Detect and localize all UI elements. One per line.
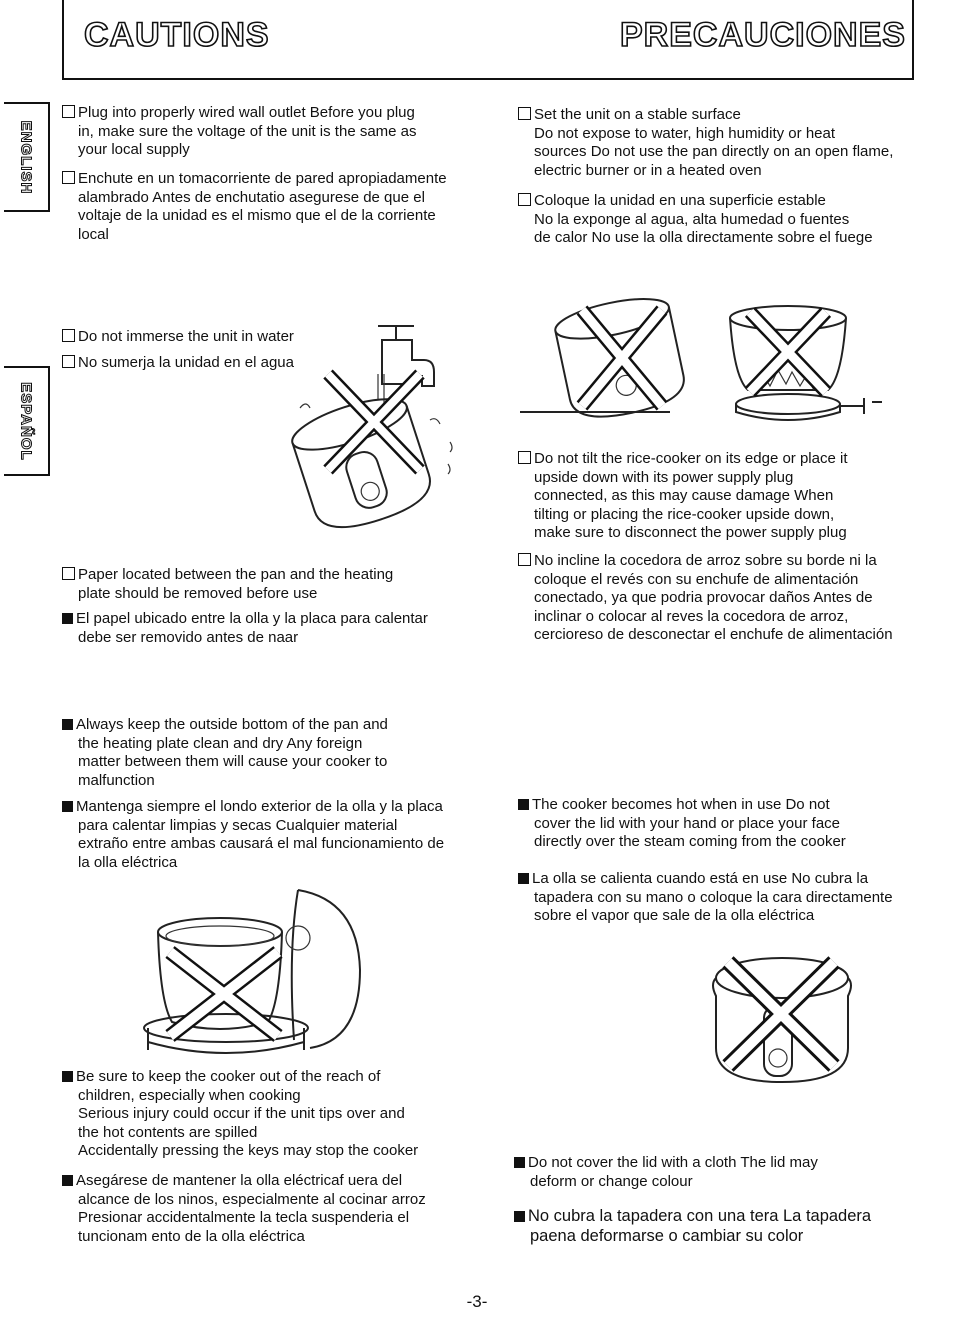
caution-cloth-en: Do not cover the lid with a cloth The lid may deform or change colour <box>514 1154 818 1191</box>
bullet-icon <box>62 801 73 812</box>
checkbox-icon <box>518 451 531 464</box>
tab-espanol <box>4 366 50 476</box>
caution-hot-es: La olla se calienta cuando está en use No cubra la tapadera con su mano o coloque la cara directamente sobre el vapor que sale de la olla eléctrica <box>518 870 893 926</box>
checkbox-icon <box>518 193 531 206</box>
bullet-icon <box>62 1071 73 1082</box>
caution-immerse-en: Do not immerse the unit in water <box>62 328 294 347</box>
bullet-icon <box>514 1157 525 1168</box>
caution-children-en: Be sure to keep the cooker out of the reach of children, especially when cooking Serious injury could occur if the unit tips over and the hot contents are spilled Accidentally pressing the keys may stop the cooker <box>62 1068 418 1161</box>
page-number: -3- <box>466 1292 488 1311</box>
bullet-icon <box>518 873 529 884</box>
caution-tilt-en: Do not tilt the rice-cooker on its edge or place it upside down with its power supply plug connected, as this may cause damage When tilting or placing the rice-cooker upside down, make sure to disconnect the power supply plug <box>518 450 848 543</box>
cooker-unstable-flame-illustration <box>520 296 890 436</box>
checkbox-icon <box>62 355 75 368</box>
cooker-under-faucet-illustration <box>290 312 460 542</box>
caution-paper-es: El papel ubicado entre la olla y la placa para calentar debe ser removido antes de naar <box>62 610 428 647</box>
title-precauciones: PRECAUCIONES <box>620 16 906 54</box>
checkbox-icon <box>62 105 75 118</box>
caution-tilt-es: No incline la cocedora de arroz sobre su borde ni la coloque el revés con su enchufe de alimentación conectado, ya que podria provocar daños Antes de inclinar o colocar al reves la cocedora de arroz, cercioreso de desconectar el enchufe de alimentación <box>518 552 893 645</box>
caution-stable-en: Set the unit on a stable surface Do not expose to water, high humidity or heat sources Do not use the pan directly on an open flame, electric burner or in a heated oven <box>518 106 893 180</box>
caution-paper-en: Paper located between the pan and the heating plate should be removed before use <box>62 566 393 603</box>
caution-hot-en: The cooker becomes hot when in use Do not cover the lid with your hand or place your face directly over the steam coming from the cooker <box>518 796 846 852</box>
caution-stable-es: Coloque la unidad en una superficie estable No la exponge al agua, alta humedad o fuentes de calor No use la olla directamente sobre el fuege <box>518 192 873 248</box>
caution-clean-es: Mantenga siempre el londo exterior de la olla y la placa para calentar limpias y secas Cualquier material extraño entre ambas causará el mal funcionamiento de la olla eléctrica <box>62 798 444 872</box>
bullet-icon <box>62 1175 73 1186</box>
caution-cloth-es: No cubra la tapadera con una tera La tapadera paena deformarse o cambiar su color <box>514 1206 871 1246</box>
checkbox-icon <box>62 329 75 342</box>
title-cautions: CAUTIONS <box>84 16 270 54</box>
checkbox-icon <box>518 553 531 566</box>
checkbox-icon <box>518 107 531 120</box>
tab-english <box>4 102 50 212</box>
caution-immerse-es: No sumerja la unidad en el agua <box>62 354 294 373</box>
pan-heating-plate-illustration <box>148 870 368 1060</box>
bullet-icon <box>518 799 529 810</box>
checkbox-icon <box>62 171 75 184</box>
checkbox-icon <box>62 567 75 580</box>
covered-cooker-illustration <box>706 948 856 1098</box>
caution-clean-en: Always keep the outside bottom of the pan and the heating plate clean and dry Any foreign matter between them will cause your cooker to malfunction <box>62 716 388 790</box>
caution-outlet-en: Plug into properly wired wall outlet Before you plug in, make sure the voltage of the unit is the same as your local supply <box>62 104 417 160</box>
tab-english-label: ENGLISH <box>17 120 35 194</box>
bullet-icon <box>62 719 73 730</box>
bullet-icon <box>514 1211 525 1222</box>
bullet-icon <box>62 613 73 624</box>
caution-children-es: Asegárese de mantener la olla eléctricaf uera del alcance de los ninos, especialmente al cocinar arroz Presionar accidentalmente la tecla suspenderia el tuncionam ento de la olla eléctrica <box>62 1172 426 1246</box>
caution-outlet-es: Enchute en un tomacorriente de pared apropiadamente alambrado Antes de enchutatio asegurese de que el voltaje de la unidad es el mismo que el de la corriente local <box>62 170 447 244</box>
tab-espanol-label: ESPAÑOL <box>17 381 35 461</box>
